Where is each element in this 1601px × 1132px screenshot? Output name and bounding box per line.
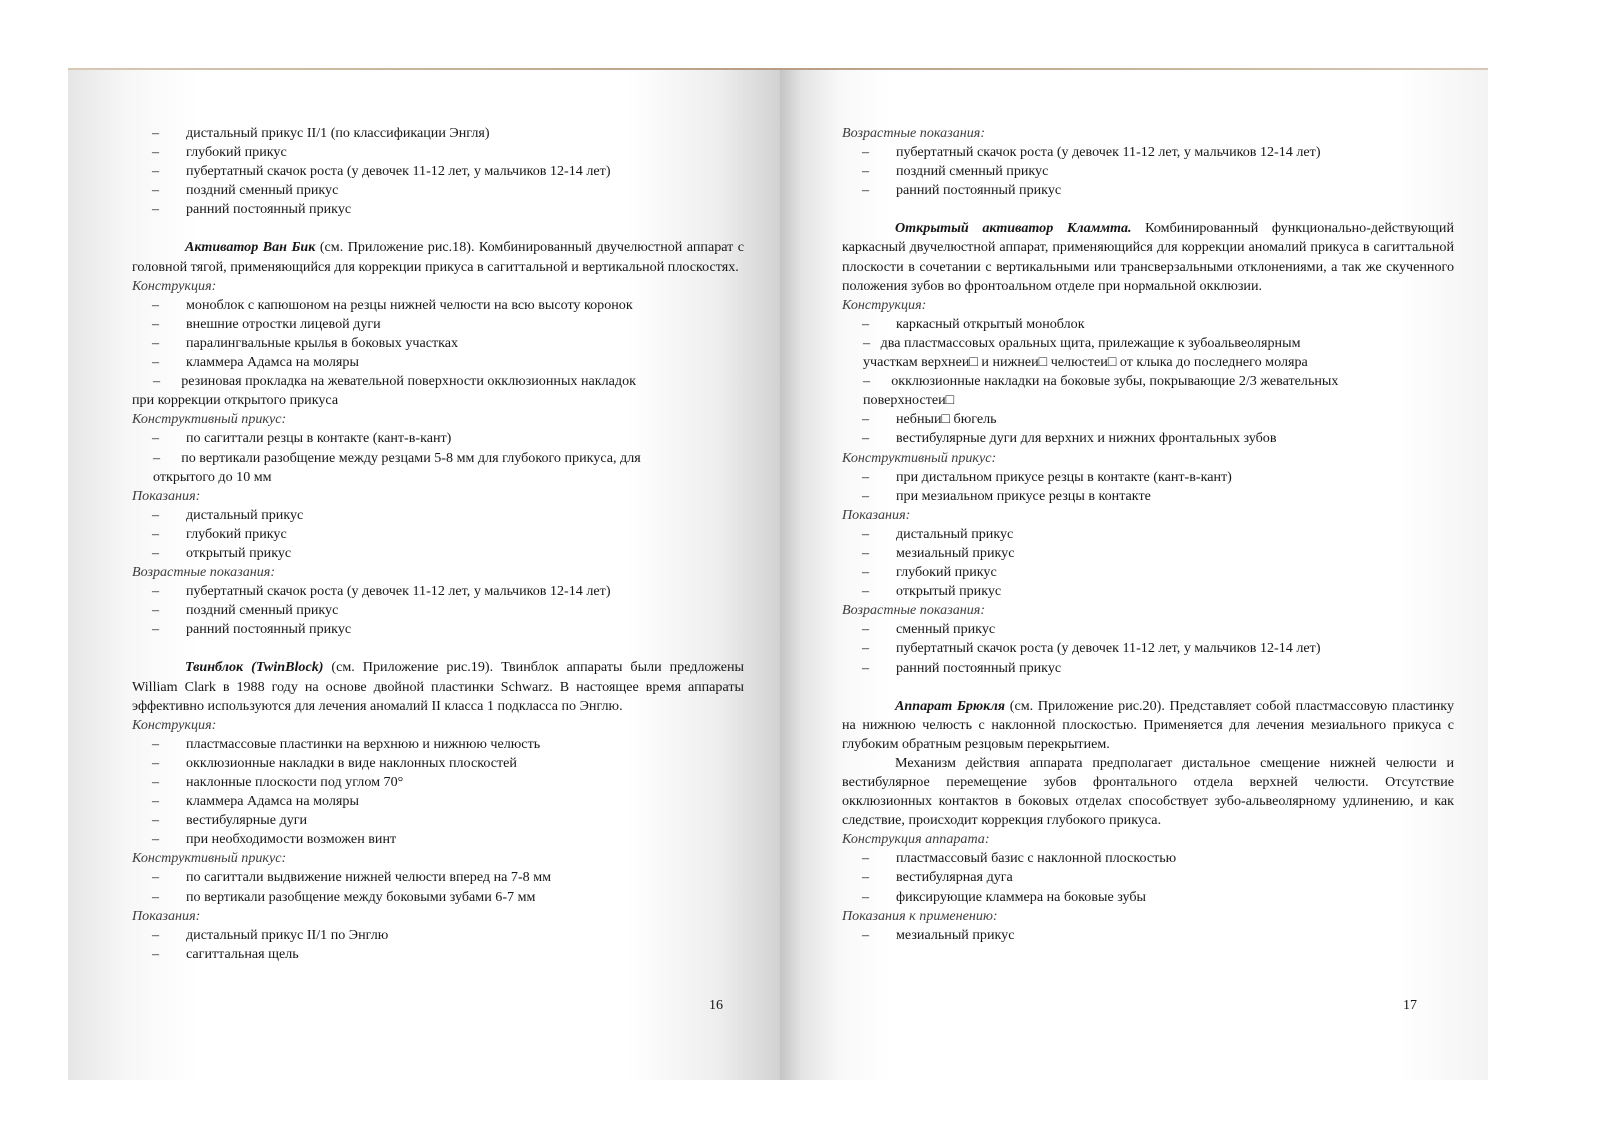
section-header: Возрастные показания:: [132, 564, 276, 581]
list-item: – пластмассовые пластинки на верхнюю и нижнюю челюсть: [152, 735, 541, 752]
list-item: – ранний постоянный прикус: [862, 659, 1062, 676]
list-item: – окклюзионные накладки в виде наклонных плоскостей: [152, 754, 517, 771]
section-header: Возрастные показания:: [842, 602, 986, 619]
left-page: [68, 70, 780, 1080]
list-item: – пластмассовый базис с наклонной плоскостью: [862, 850, 1177, 867]
klammt-intro: Открытый активатор Кламмта. Комбинированный функционально-действующий каркасный двучелюстной аппарат, применяющийся для коррекции аномалий прикуса в сагиттальной плоскости в сочетании с вертикальными или трансверзальными отклонениями, а так же скученного положения зубов во фронтоальном отделе при нормальной окклюзии.: [842, 220, 1454, 294]
list-item: – глубокий прикус: [152, 525, 287, 542]
bruckl-intro: Аппарат Брюкля (см. Приложение рис.20). Представляет собой пластмассовую пластинку на нижнюю челюсть с наклонной плоскостью. Применяется для лечения мезиального прикуса с глубоким обратным резцовым перекрытием.: [842, 697, 1454, 752]
klammt-title: Открытый активатор Кламмта.: [895, 220, 1132, 237]
list-item: – окклюзионные накладки на боковые зубы, покрывающие 2/3 жевательных поверхностеи□: [863, 373, 1339, 409]
list-item: – вестибулярные дуги для верхних и нижних фронтальных зубов: [862, 430, 1277, 447]
list-item: – резиновая прокладка на жевательной поверхности окклюзионных накладок при коррекции открытого прикуса: [132, 373, 636, 409]
list-item: – мезиальный прикус: [862, 544, 1015, 561]
left-page-text: [132, 124, 744, 964]
list-item: – каркасный открытый моноблок: [862, 315, 1085, 332]
list-item: – небныи□ бюгель: [862, 411, 997, 428]
twinblock-title: Твинблок (TwinBlock): [185, 659, 324, 676]
vanbik-intro: Активатор Ван Бик (см. Приложение рис.18). Комбинированный двучелюстной аппарат с головной тягой, применяющийся для коррекции прикуса в сагиттальной и вертикальной плоскостях.: [132, 239, 745, 275]
list-item: – ранний постоянный прикус: [152, 621, 352, 638]
list-item: – дистальный прикус II/1 (по классификации Энгля): [152, 125, 490, 141]
page-number: 16: [709, 998, 723, 1013]
list-item: – дистальный прикус II/1 по Энглю: [152, 926, 389, 943]
list-item: – дистальный прикус: [862, 525, 1014, 542]
list-item: – при мезиальном прикусе резцы в контакте: [862, 487, 1151, 504]
twinblock-intro: Твинблок (TwinBlock) (см. Приложение рис.19). Твинблок аппараты были предложены William Clark в 1988 году на основе двойной пластинки Schwarz. В настоящее время аппараты эффективно используются для лечения аномалий II класса 1 подкласса по Энглю.: [132, 659, 745, 714]
list-item: – сменный прикус: [862, 621, 996, 638]
list-item: – пубертатный скачок роста (у девочек 11-12 лет, у мальчиков 12-14 лет): [152, 163, 611, 180]
list-item: – паралингвальные крылья в боковых участках: [152, 334, 459, 351]
list-item: – вестибулярная дуга: [862, 869, 1013, 886]
section-header: Конструкция аппарата:: [842, 831, 990, 848]
list-item: – кламмера Адамса на моляры: [152, 793, 359, 810]
list-item: – ранний постоянный прикус: [862, 182, 1062, 199]
vanbik-title: Активатор Ван Бик: [185, 239, 316, 256]
section-header: Возрастные показания:: [842, 125, 986, 141]
list-item: – ранний постоянный прикус: [152, 201, 352, 218]
bruckl-title: Аппарат Брюкля: [895, 697, 1006, 714]
list-item: – дистальный прикус: [152, 506, 304, 523]
section-header: Показания к применению:: [842, 907, 998, 924]
list-item: – внешние отростки лицевой дуги: [152, 315, 381, 332]
right-page: [780, 70, 1488, 1080]
section-header: Конструктивный прикус:: [132, 850, 287, 867]
list-item: – пубертатный скачок роста (у девочек 11-12 лет, у мальчиков 12-14 лет): [152, 583, 611, 600]
section-header: Конструктивный прикус:: [132, 411, 287, 428]
section-header: Конструкция:: [132, 277, 217, 294]
list-item: – по вертикали разобщение между боковыми зубами 6-7 мм: [152, 888, 536, 905]
page-number: 17: [1403, 998, 1417, 1013]
list-item: – при необходимости возможен винт: [152, 831, 397, 848]
list-item: – кламмера Адамса на моляры: [152, 354, 359, 371]
list-item: – пубертатный скачок роста (у девочек 11-12 лет, у мальчиков 12-14 лет): [862, 640, 1321, 657]
list-item: – моноблок с капюшоном на резцы нижней челюсти на всю высоту коронок: [152, 296, 633, 313]
list-item: – открытый прикус: [862, 583, 1002, 600]
list-item: – глубокий прикус: [152, 144, 287, 161]
list-item: – фиксирующие кламмера на боковые зубы: [862, 888, 1147, 905]
section-header: Конструкция:: [132, 716, 217, 733]
list-item: – вестибулярные дуги: [152, 812, 308, 829]
section-header: Показания:: [842, 506, 911, 523]
bruckl-mechanism: Механизм действия аппарата предполагает дистальное смещение нижней челюсти и вестибулярное перемещение зубов фронтального отдела верхней челюсти. Отсутствие окклюзионных контактов в боковых отделах способствует зубо-альвеолярному удлинению, и как следствие, происходит коррекция глубокого прикуса.: [842, 754, 1454, 829]
list-item: – сагиттальная щель: [152, 945, 299, 962]
list-item: – мезиальный прикус: [862, 926, 1015, 943]
list-item: – поздний сменный прикус: [152, 602, 339, 619]
section-header: Конструкция:: [842, 296, 927, 313]
list-item: – открытый прикус: [152, 544, 292, 561]
section-header: Показания:: [132, 907, 201, 924]
list-item: – по вертикали разобщение между резцами 5-8 мм для глубокого прикуса, для открытого до 10 мм: [153, 449, 641, 485]
section-header: Показания:: [132, 487, 201, 504]
list-item: – глубокий прикус: [862, 564, 997, 581]
list-item: – наклонные плоскости под углом 70°: [152, 774, 404, 790]
list-item: – при дистальном прикусе резцы в контакте (кант-в-кант): [862, 468, 1232, 485]
right-page-text: [842, 124, 1454, 945]
list-item: – пубертатный скачок роста (у девочек 11-12 лет, у мальчиков 12-14 лет): [862, 144, 1321, 161]
list-item: – поздний сменный прикус: [152, 182, 339, 199]
list-item: – по сагиттали выдвижение нижней челюсти вперед на 7-8 мм: [152, 869, 552, 886]
list-item: – поздний сменный прикус: [862, 163, 1049, 180]
section-header: Конструктивный прикус:: [842, 449, 997, 466]
list-item: – два пластмассовых оральных щита, прилежащие к зубоальвеолярным участкам верхнеи□ и нижнеи□ челюстеи□ от клыка до последнего моляра: [863, 334, 1308, 371]
top-list: [132, 124, 744, 219]
list-item: – по сагиттали резцы в контакте (кант-в-кант): [152, 430, 452, 447]
